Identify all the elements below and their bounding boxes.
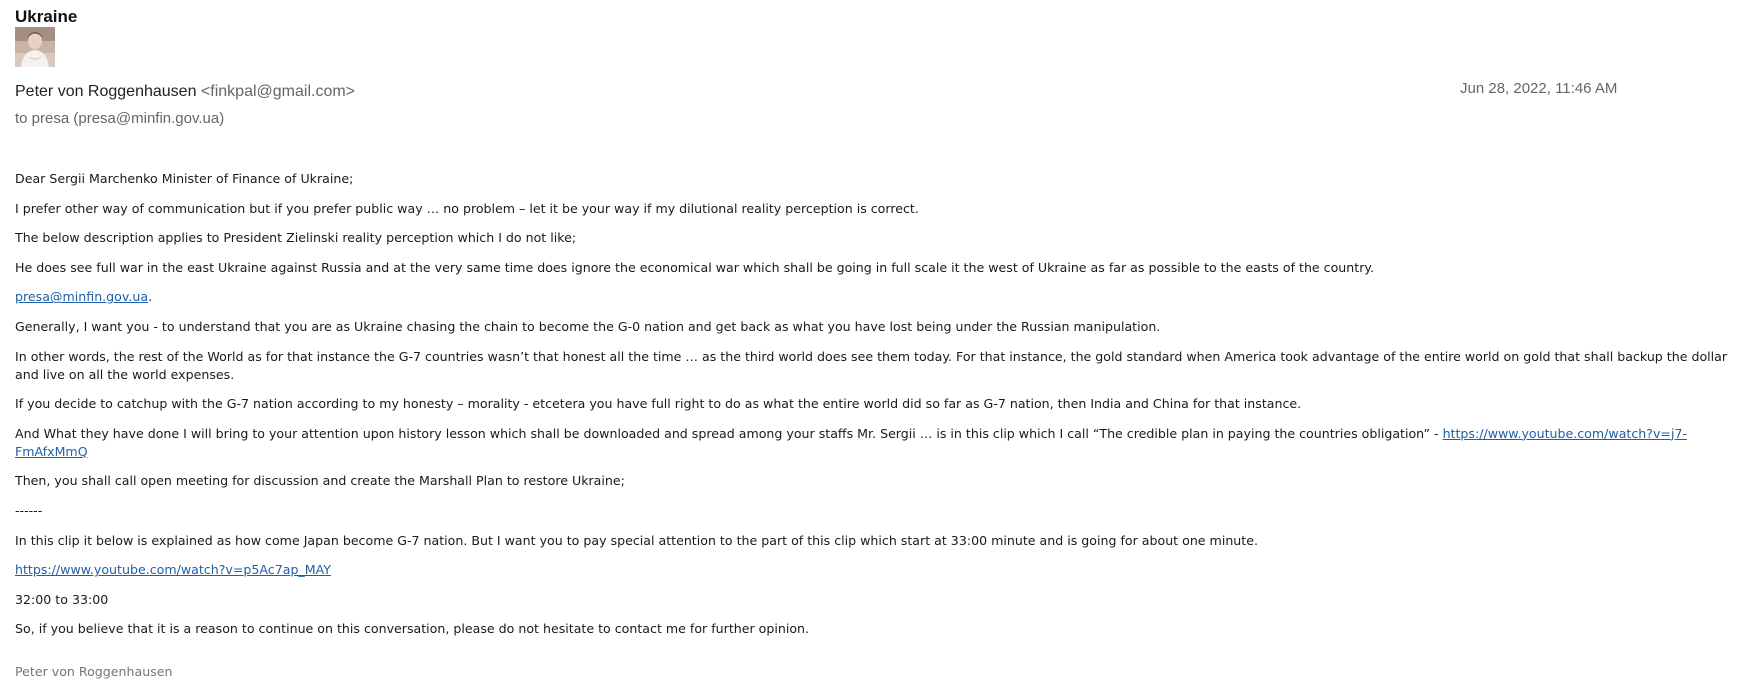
email-link-suffix: .	[148, 289, 153, 305]
avatar-photo-icon	[15, 27, 55, 67]
message-body	[15, 170, 1745, 650]
sender-name[interactable]: Peter von Roggenhausen	[15, 83, 197, 100]
signature: Peter von Roggenhausen	[15, 664, 173, 679]
youtube-link-2[interactable]: https://www.youtube.com/watch?v=p5Ac7ap_MAY	[15, 562, 331, 578]
sender-email[interactable]: <finkpal@gmail.com>	[200, 83, 356, 100]
email-link-paragraph	[15, 288, 1745, 306]
body-paragraph: So, if you believe that it is a reason to continue on this conversation, please do not hesitate to contact me for further opinion.	[15, 621, 810, 637]
body-paragraph: In this clip it below is explained as how come Japan become G-7 nation. But I want you to pay special attention to the part of this clip which start at 33:00 minute and is going for about one minute.	[15, 532, 1258, 548]
timecode-paragraph: 32:00 to 33:00	[15, 591, 109, 607]
link-paragraph	[15, 561, 1745, 579]
separator-line: ------	[15, 502, 43, 518]
message-date: Jun 28, 2022, 11:46 AM	[1460, 80, 1618, 97]
sender-line	[15, 83, 355, 101]
sender-avatar[interactable]	[15, 27, 55, 67]
clip-paragraph	[15, 425, 1745, 461]
email-subject: Ukraine	[15, 7, 78, 26]
body-paragraph: Generally, I want you - to understand that you are as Ukraine chasing the chain to become the G-0 nation and get back as what you have lost being under the Russian manipulation.	[15, 318, 1161, 334]
body-paragraph: The below description applies to President Zielinski reality perception which I do not like;	[15, 230, 577, 246]
body-paragraph: Then, you shall call open meeting for discussion and create the Marshall Plan to restore Ukraine;	[15, 473, 625, 489]
recipient-line: to presa (presa@minfin.gov.ua)	[15, 110, 225, 127]
body-paragraph: He does see full war in the east Ukraine against Russia and at the very same time does ignore the economical war which shall be going in full scale it the west of Ukraine as far as possible to the easts of the country.	[15, 259, 1375, 275]
body-paragraph: In other words, the rest of the World as for that instance the G-7 countries wasn’t that honest all the time … as the third world does see them today. For that instance, the gold standard when America took advantage of the entire world on gold that shall backup the dollar and live on all the world expenses.	[15, 348, 1728, 382]
greeting-paragraph: Dear Sergii Marchenko Minister of Finance of Ukraine;	[15, 171, 354, 186]
youtube-link-1[interactable]: https://www.youtube.com/watch?v=j7-FmAfxMmQ	[15, 425, 1688, 459]
body-paragraph: If you decide to catchup with the G-7 nation according to my honesty – morality - etcetera you have full right to do as what the entire world did so far as G-7 nation, then India and China for that instance.	[15, 396, 1302, 412]
body-paragraph: I prefer other way of communication but if you prefer public way … no problem – let it be your way if my dilutional reality perception is correct.	[15, 200, 919, 216]
presa-email-link[interactable]: presa@minfin.gov.ua	[15, 289, 149, 305]
clip-paragraph-text: And What they have done I will bring to your attention upon history lesson which shall be downloaded and spread among your staffs Mr. Sergii … is in this clip which I call “The credible plan in paying the countries obligation” -	[15, 425, 1443, 441]
